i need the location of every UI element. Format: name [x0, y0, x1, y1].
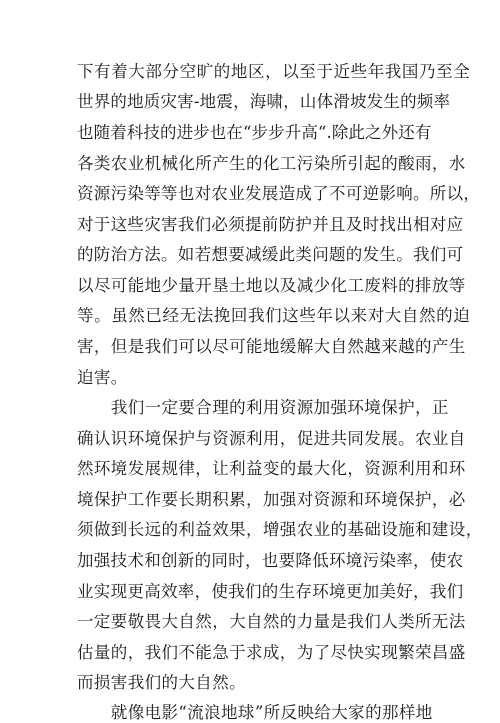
- text-line: 境保护工作要长期积累，加强对资源和环境保护，必: [77, 490, 466, 509]
- text-line: 估量的，我们不能急于求成，为了尽快实现繁荣昌盛: [77, 643, 466, 662]
- text-line: 世界的地质灾害-地震，海啸，山体滑坡发生的频率: [77, 92, 451, 111]
- text-line: 须做到长远的利益效果，增强农业的基础设施和建设，: [77, 520, 483, 539]
- text-line: 然环境发展规律，让利益变的最大化，资源利用和环: [77, 459, 466, 478]
- text-line: 下有着大部分空旷的地区，以至于近些年我国乃至全: [77, 62, 471, 81]
- text-line: 的防治方法。如若想要减缓此类问题的发生。我们可: [77, 245, 464, 264]
- text-line: 资源污染等等也对农业发展造成了不可逆影响。所以，: [77, 184, 481, 203]
- text-line: 对于这些灾害我们必须提前防护并且及时找出相对应: [77, 215, 464, 234]
- text-line: 也随着科技的进步也在“步步升高“.除此之外还有: [77, 123, 432, 142]
- text-line: 以尽可能地少量开垦土地以及减少化工废料的排放等: [77, 276, 466, 295]
- text-line: 确认识环境保护与资源利用，促进共同发展。农业自: [77, 429, 466, 448]
- text-line: 迫害。: [77, 368, 128, 387]
- text-line: 而损害我们的大自然。: [77, 673, 246, 692]
- text-line: 业实现更高效率，使我们的生存环境更加美好，我们: [77, 582, 464, 601]
- text-line: 等。虽然已经无法挽回我们这些年以来对大自然的迫: [77, 306, 471, 325]
- text-line: 害，但是我们可以尽可能地缓解大自然越来越的产生: [77, 337, 466, 356]
- paragraph-start-line: 我们一定要合理的利用资源加强环境保护，正: [77, 398, 449, 417]
- paragraph-start-line: 就像电影“流浪地球”所反映给大家的那样地: [77, 703, 433, 722]
- text-line: 加强技术和创新的同时，也要降低环境污染率，使农: [77, 551, 464, 570]
- text-line: 一定要敬畏大自然，大自然的力量是我们人类所无法: [77, 612, 466, 631]
- text-line: 各类农业机械化所产生的化工污染所引起的酸雨，水: [77, 154, 466, 173]
